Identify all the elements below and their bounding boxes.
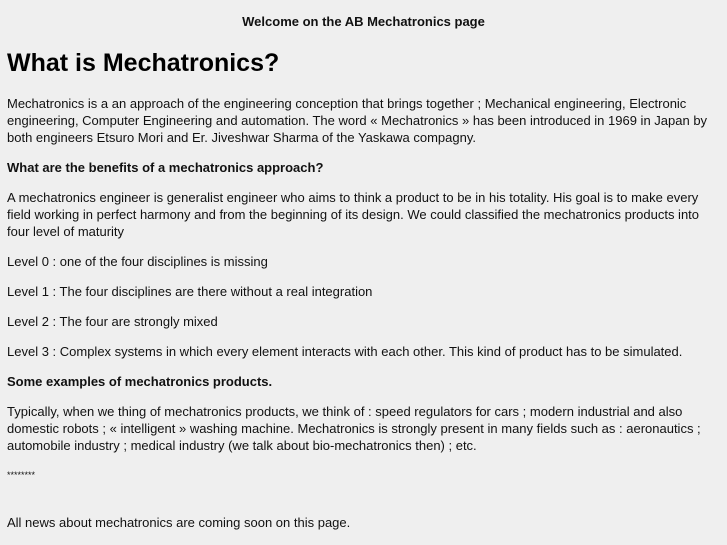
level-3-item: Level 3 : Complex systems in which every element interacts with each other. This kind of product has to be simulated. bbox=[7, 344, 683, 359]
welcome-banner: Welcome on the AB Mechatronics page bbox=[242, 14, 485, 29]
intro-paragraph: Mechatronics is a an approach of the engineering conception that brings together ; Mechanical engineering, Electronic engineering, Computer Engineering and automation. The word « Mechatronics » has been introduced in 1969 in Japan by both engineers Etsuro Mori and Er. Jiveshwar Sharma of the Yaskawa compagny. bbox=[7, 96, 708, 145]
level-0-item: Level 0 : one of the four disciplines is missing bbox=[7, 254, 268, 269]
news-paragraph: All news about mechatronics are coming soon on this page. bbox=[7, 515, 351, 530]
separator-stars: ******** bbox=[7, 470, 36, 480]
page-title: What is Mechatronics? bbox=[7, 49, 280, 77]
level-1-item: Level 1 : The four disciplines are there without a real integration bbox=[7, 284, 373, 299]
engineer-paragraph: A mechatronics engineer is generalist engineer who aims to think a product to be in his totality. His goal is to make every field working in perfect harmony and from the beginning of its design. We could classified the mechatronics products into four level of maturity bbox=[7, 190, 700, 239]
benefits-heading: What are the benefits of a mechatronics approach? bbox=[7, 160, 324, 175]
examples-paragraph: Typically, when we thing of mechatronics products, we think of : speed regulators for cars ; modern industrial and also domestic robots ; « intelligent » washing machine. Mechatronics is strongly present in many fields such as : aeronautics ; automobile industry ; medical industry (we talk about bio-mechatronics then) ; etc. bbox=[7, 404, 701, 453]
level-2-item: Level 2 : The four are strongly mixed bbox=[7, 314, 218, 329]
examples-heading: Some examples of mechatronics products. bbox=[7, 374, 273, 389]
